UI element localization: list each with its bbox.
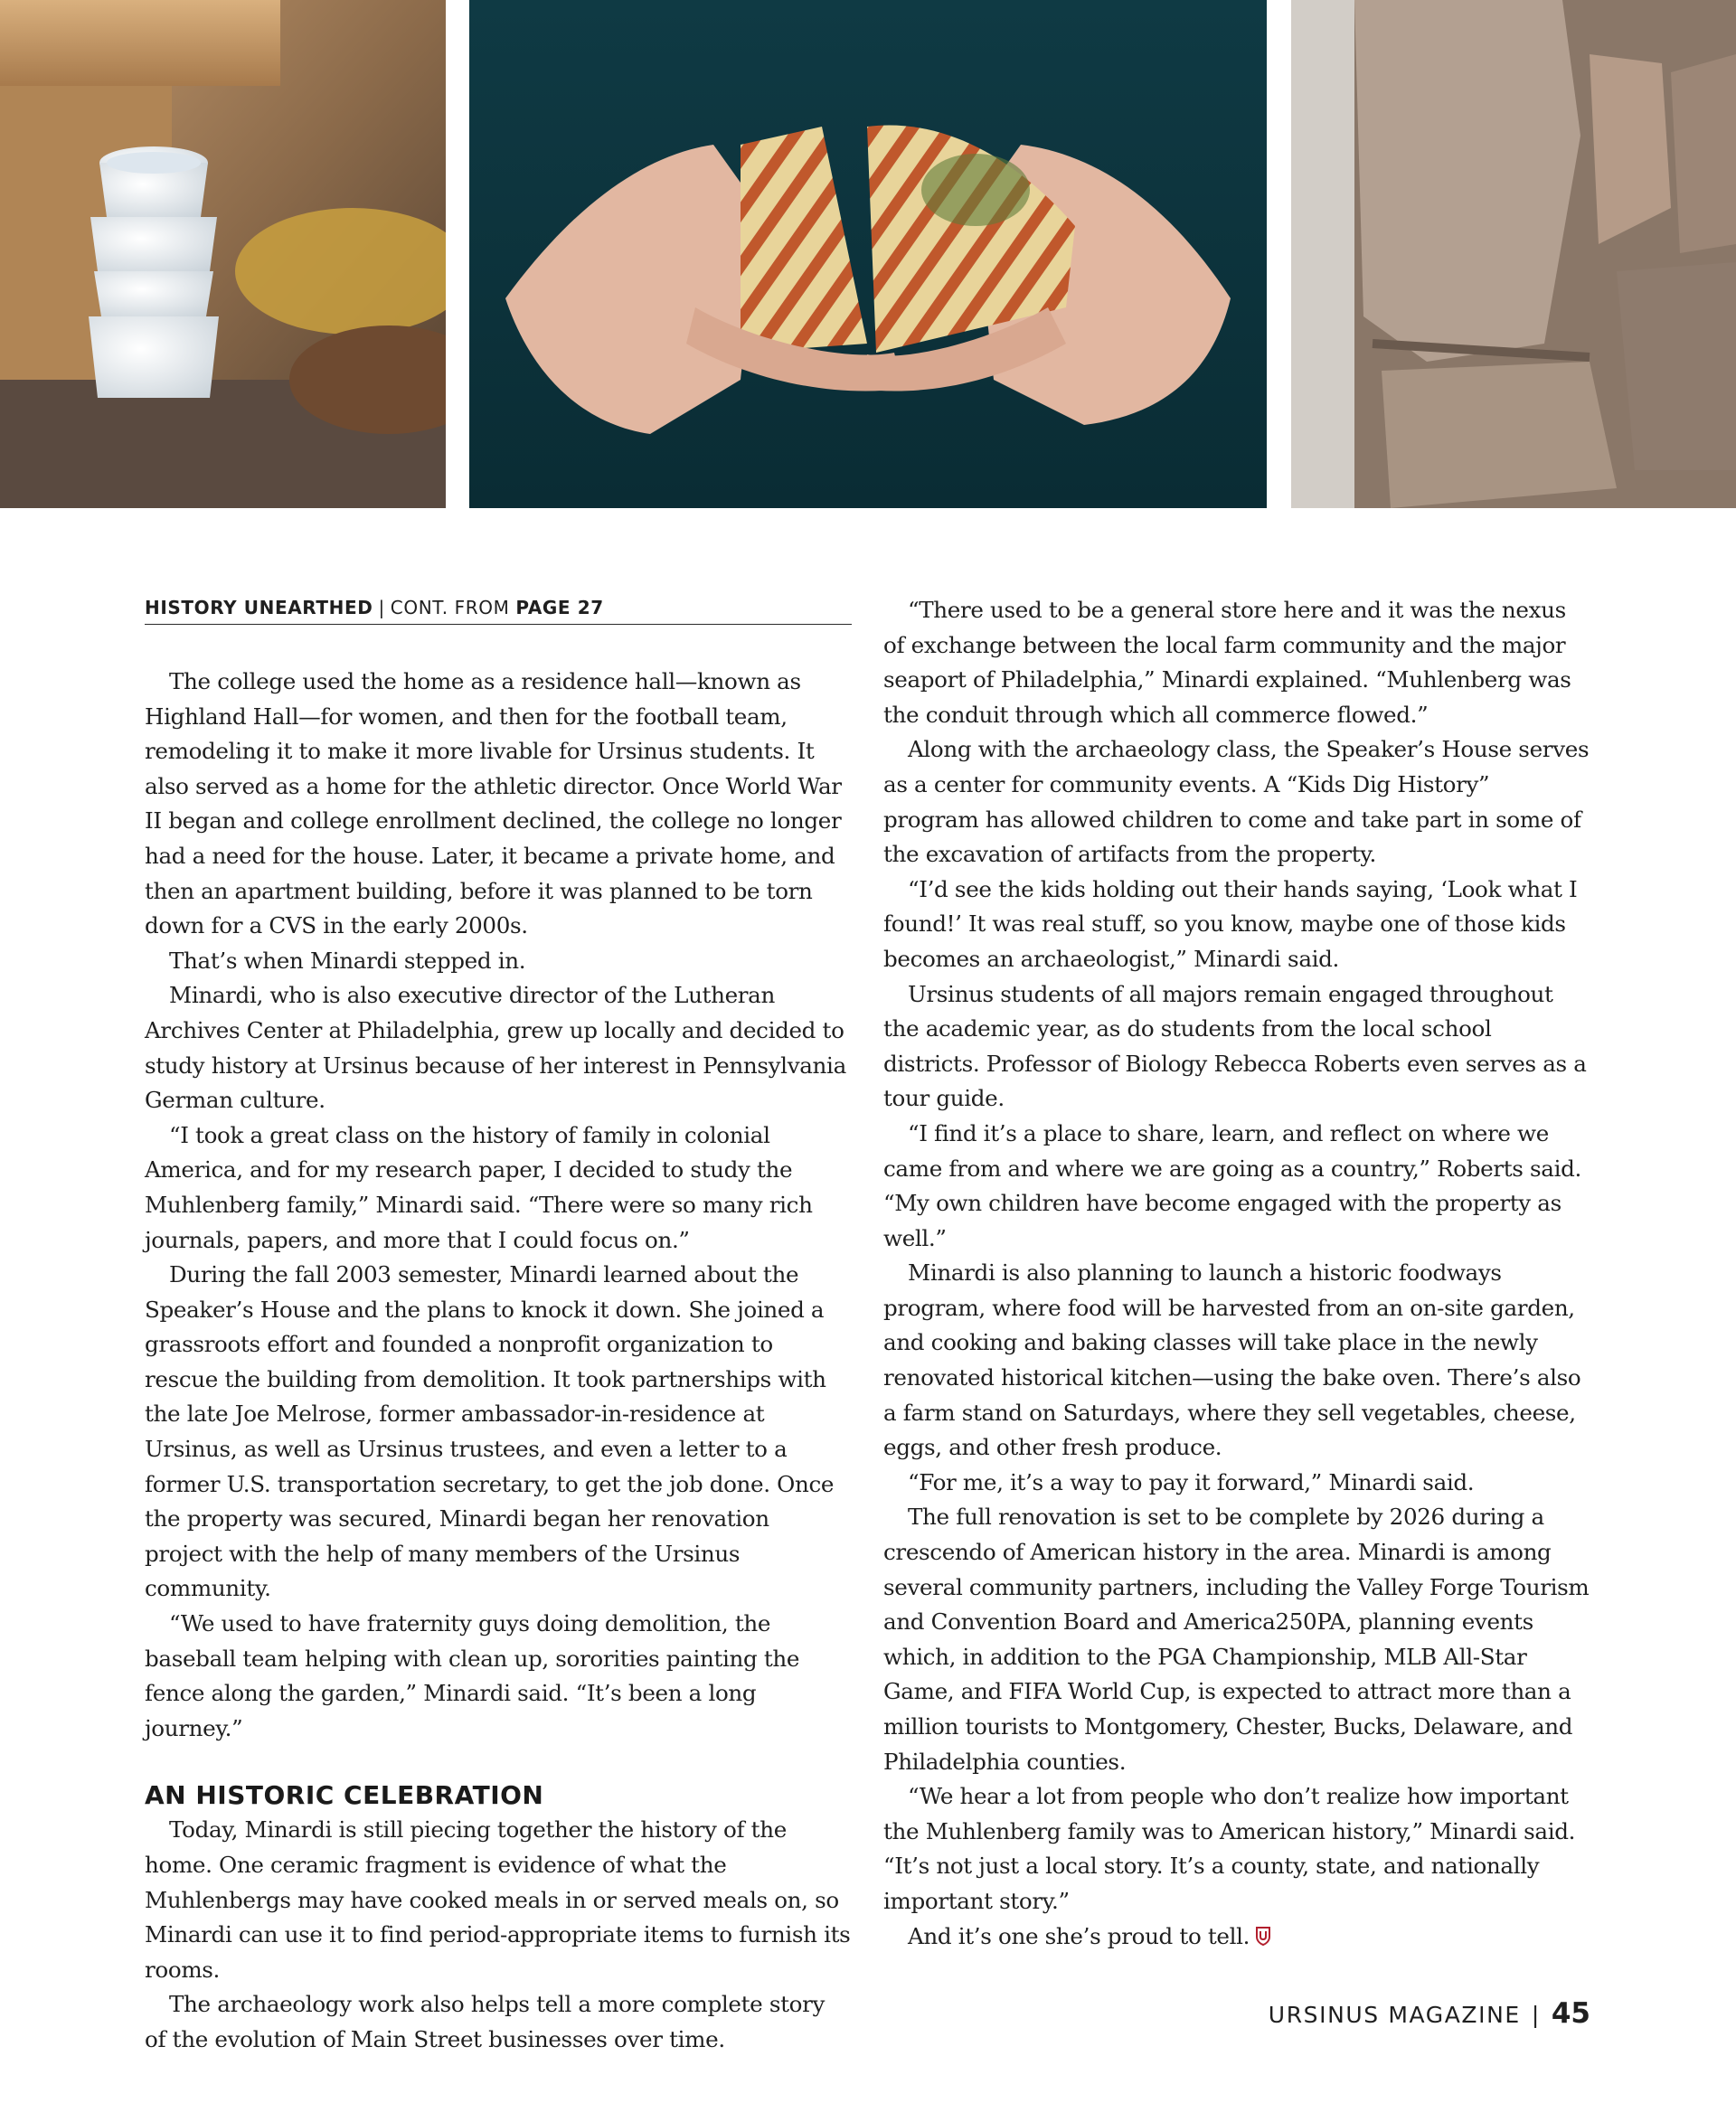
paragraph: During the fall 2003 semester, Minardi learned about the Speaker’s House and the plans to knock it down. She joined a grassroots effort and founded a nonprofit organization to rescue the building from demolition. It took partnerships with the late Joe Melrose, former ambassador-in-residence at Ursinus, as well as Ursinus trustees, and even a letter to a former U.S. transportation secretary, to get the job done. Once the property was secured, Minardi began her renovation project with the help of many members of the Ursinus community.	[145, 1261, 835, 1602]
subhead: AN HISTORIC CELEBRATION	[145, 1780, 544, 1811]
right-column	[883, 593, 1590, 1954]
stone-illustration	[1291, 0, 1736, 508]
magazine-name: URSINUS MAGAZINE	[1268, 2002, 1521, 2028]
paragraph: Today, Minardi is still piecing together the history of the home. One ceramic fragment is evidence of what the Muhlenbergs may have cooked meals in or served meals on, so Minardi can use it to find period-appropriate items to furnish its rooms.	[145, 1816, 851, 1983]
paragraph: Minardi, who is also executive director of the Lutheran Archives Center at Philadelphia, grew up locally and decided to study history at Ursinus because of her interest in Pennsylvania German culture.	[145, 982, 846, 1114]
paragraph: “We hear a lot from people who don’t realize how important the Muhlenberg family was to American history,” Minardi said. “It’s not just a local story. It’s a county, state, and nationally important story.”	[883, 1783, 1576, 1914]
photo-stacked-cups	[0, 0, 446, 508]
paragraph: Along with the archaeology class, the Speaker’s House serves as a center for community events. A “Kids Dig History” program has allowed children to come and take part in some of the excavation of artifacts from the property.	[883, 736, 1590, 868]
cups-illustration	[0, 0, 446, 508]
paragraph: The archaeology work also helps tell a more complete story of the evolution of Main Street businesses over time.	[145, 1991, 826, 2052]
paragraph: “We used to have fraternity guys doing demolition, the baseball team helping with clean up, sororities painting the fence along the garden,” Minardi said. “It’s been a long journey.”	[145, 1610, 800, 1741]
section-kicker	[145, 595, 852, 625]
footer-separator: |	[1531, 2002, 1541, 2028]
paragraph: The full renovation is set to be complete by 2026 during a crescendo of American history in the area. Minardi is among several community partners, including the Valley Forge Tourism and Convention Board and America250PA, planning events which, in addition to the PGA Championship, MLB All-Star Game, and FIFA World Cup, is expected to attract more than a million tourists to Montgomery, Chester, Bucks, Delaware, and Philadelphia counties.	[883, 1504, 1590, 1775]
paragraph: “There used to be a general store here and it was the nexus of exchange between the local farm community and the major seaport of Philadelphia,” Minardi explained. “Muhlenberg was the conduit through which all commerce flowed.”	[883, 597, 1571, 728]
page-number: 45	[1551, 1997, 1590, 2030]
final-sentence: And it’s one she’s proud to tell.	[908, 1922, 1250, 1949]
page-footer	[1269, 1997, 1590, 2032]
kicker-cont-label: CONT. FROM	[390, 597, 510, 618]
left-body	[145, 665, 852, 2058]
right-body	[883, 593, 1590, 1954]
paragraph: That’s when Minardi stepped in.	[169, 947, 526, 974]
kicker-section: HISTORY UNEARTHED	[145, 597, 373, 618]
paragraph: Minardi is also planning to launch a historic foodways program, where food will be harvested from an on-site garden, and cooking and baking classes will take place in the newly renovated historical kitchen—using the bake oven. There’s also a farm stand on Saturdays, where they sell vegetables, cheese, eggs, and other fresh produce.	[883, 1259, 1581, 1461]
photo-pottery-fragments	[469, 0, 1267, 508]
paragraph: “I find it’s a place to share, learn, and reflect on where we came from and where we are going as a country,” Roberts said. “My own children have become engaged with the property as well.”	[883, 1119, 1581, 1251]
photo-stone-wall	[1291, 0, 1736, 508]
pottery-illustration	[469, 0, 1267, 508]
left-column	[145, 595, 852, 2058]
paragraph-final	[883, 1919, 1590, 1955]
paragraph: “For me, it’s a way to pay it forward,” Minardi said.	[908, 1468, 1475, 1495]
kicker-separator: |	[378, 597, 385, 618]
paragraph: “I took a great class on the history of family in colonial America, and for my research paper, I decided to study the Muhlenberg family,” Minardi said. “There were so many rich journals, papers, and more that I could focus on.”	[145, 1121, 813, 1253]
paragraph: The college used the home as a residence hall—known as Highland Hall—for women, and then for the football team, remodeling it to make it more livable for Ursinus students. It also served as a home for the athletic director. Once World War II began and college enrollment declined, the college no longer had a need for the house. Later, it became a private home, and then an apartment building, before it was planned to be torn down for a CVS in the early 2000s.	[145, 668, 842, 939]
paragraph: Ursinus students of all majors remain engaged throughout the academic year, as do students from the local school districts. Professor of Biology Rebecca Roberts even serves as a tour guide.	[883, 980, 1587, 1112]
kicker-page-ref: PAGE 27	[515, 597, 604, 618]
paragraph: “I’d see the kids holding out their hands saying, ‘Look what I found!’ It was real stuff, so you know, maybe one of those kids becomes an archaeologist,” Minardi said.	[883, 875, 1578, 972]
photo-strip	[0, 0, 1736, 508]
ursinus-shield-icon	[1255, 1926, 1271, 1946]
